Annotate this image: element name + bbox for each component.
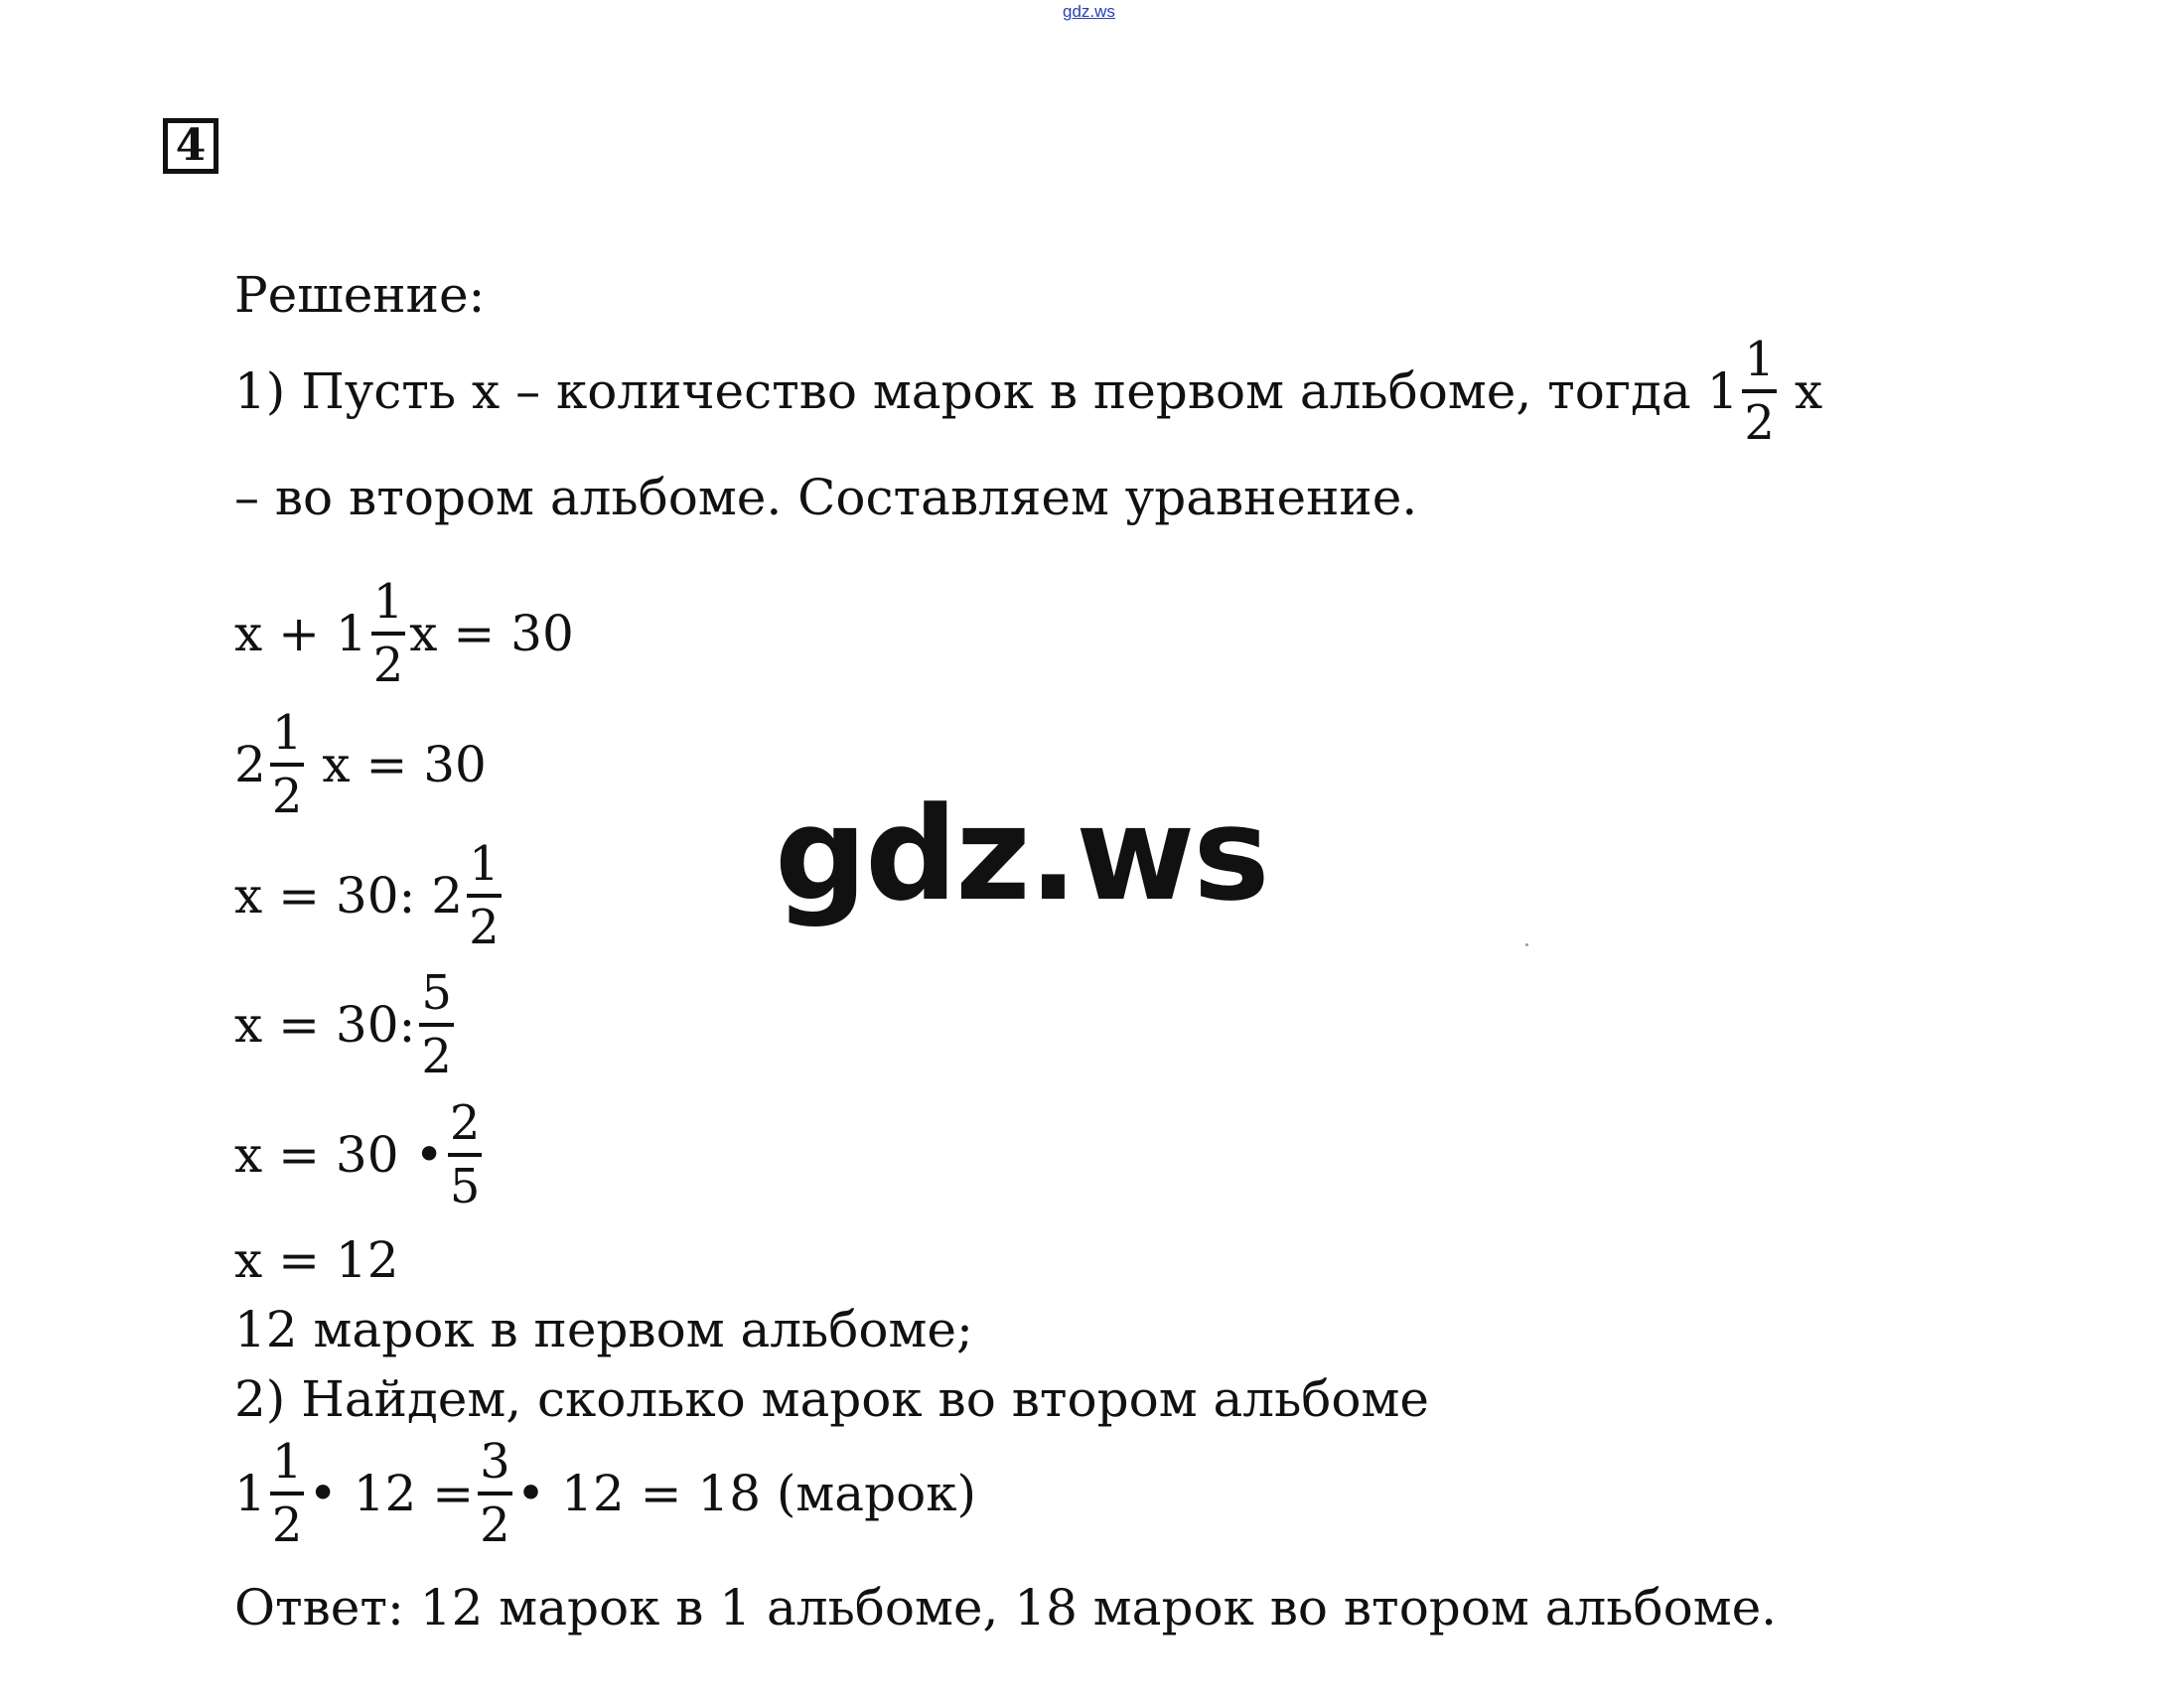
equation-5: х = 30 • $\frac{2}{5}$ — [234, 1095, 481, 1214]
site-mark: gdz.ws — [1063, 2, 1115, 21]
step2-text: 2) Найдем, сколько марок во втором альбоме — [234, 1370, 1429, 1428]
equation-2: 2 $\frac{1}{2}$ х = 30 — [234, 705, 487, 824]
solution-title: Решение: — [234, 266, 486, 324]
step1-line2: – во втором альбоме. Составляем уравнение. — [234, 469, 1418, 526]
answer: Ответ: 12 марок в 1 альбоме, 18 марок во втором альбоме. — [234, 1579, 1778, 1637]
speck — [1525, 943, 1528, 946]
step1-text-a: 1) Пусть х – количество марок в первом альбоме, тогда 1 — [234, 362, 1739, 420]
equation-3: х = 30: 2 $\frac{1}{2}$ — [234, 836, 500, 955]
equation-4: х = 30: $\frac{5}{2}$ — [234, 965, 452, 1084]
equation-1: х + 1 $\frac{1}{2}$ х = 30 — [234, 574, 574, 693]
fraction: $\frac{1}{2}$ — [1744, 332, 1775, 451]
equation-6: х = 12 — [234, 1231, 399, 1289]
task-number: 4 — [163, 118, 218, 174]
equation-7: 1 $\frac{1}{2}$ • 12 = $\frac{3}{2}$ • 12 = 18 (марок) — [234, 1434, 976, 1553]
fraction: $\frac{1}{2}$ — [271, 705, 303, 824]
fraction: $\frac{2}{5}$ — [449, 1095, 481, 1214]
step1-line1 — [234, 332, 1823, 451]
step1-text-b: х — [1794, 362, 1823, 420]
fraction: $\frac{1}{2}$ — [271, 1434, 303, 1553]
watermark-logo: gdz.ws — [775, 779, 1268, 929]
fraction: $\frac{5}{2}$ — [421, 965, 452, 1084]
result-1: 12 марок в первом альбоме; — [234, 1301, 973, 1358]
fraction: $\frac{3}{2}$ — [480, 1434, 510, 1553]
fraction: $\frac{1}{2}$ — [469, 836, 500, 955]
fraction: $\frac{1}{2}$ — [372, 574, 404, 693]
